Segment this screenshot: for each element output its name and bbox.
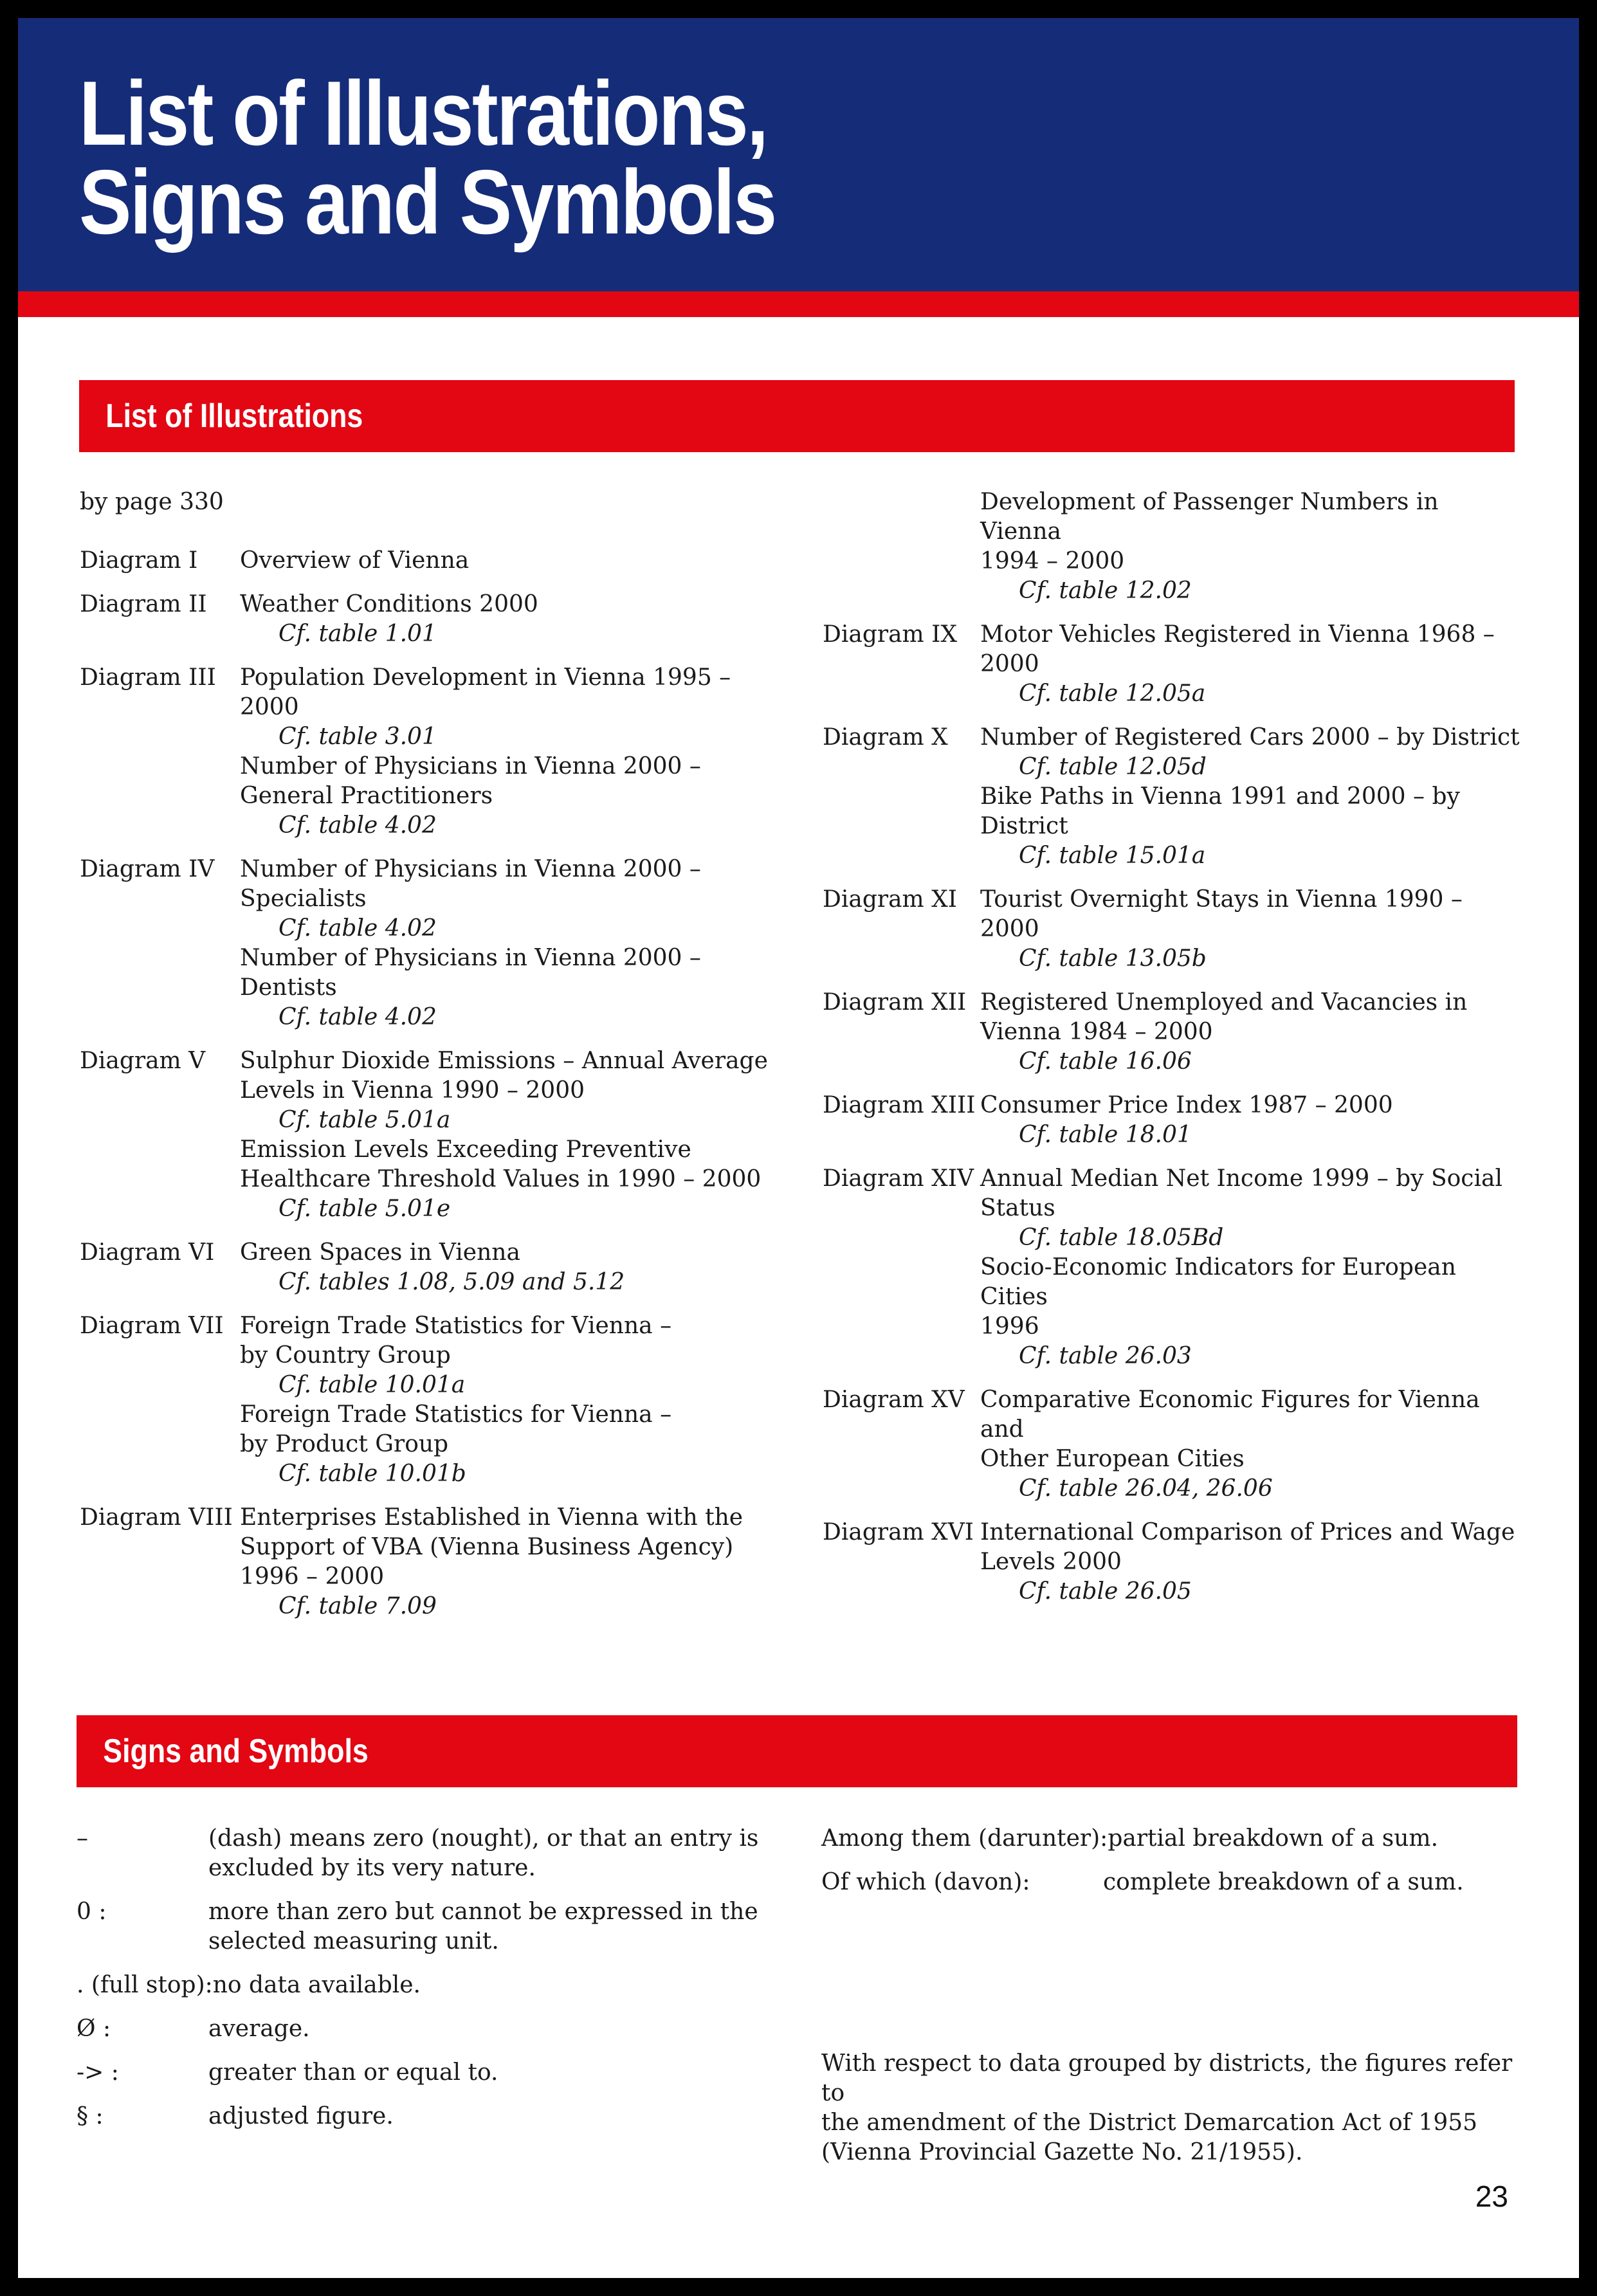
district-note-line: the amendment of the District Demarcation Act of 1955 [821, 2109, 1478, 2136]
table-reference: Cf. table 26.05 [1019, 1578, 1192, 1605]
symbol-description [208, 2102, 784, 2131]
diagram-title-line: Status [980, 1195, 1055, 1221]
symbol-entry [77, 1897, 784, 1956]
symbol-description-line: excluded by its very nature. [208, 1855, 536, 1881]
symbols-heading-bar [77, 1715, 1517, 1787]
diagram-items [980, 885, 1524, 974]
symbol-description-line: (dash) means zero (nought), or that an entry is [208, 1825, 759, 1852]
diagram-title-line: Number of Registered Cars 2000 – by District [980, 724, 1520, 751]
diagram-items [980, 620, 1524, 709]
diagram-title-line: Dentists [240, 974, 337, 1001]
diagram-entry [823, 1091, 1524, 1150]
diagram-items [980, 487, 1524, 606]
diagram-entry [80, 1503, 787, 1621]
page-title [79, 62, 776, 253]
diagram-items [980, 1164, 1524, 1371]
diagram-entry [823, 1164, 1524, 1371]
table-reference: Cf. table 18.05Bd [1019, 1225, 1224, 1251]
diagram-items [240, 590, 787, 649]
table-reference: Cf. table 10.01a [278, 1372, 466, 1398]
symbol-description [1108, 1824, 1529, 1854]
diagram-title-line: Sulphur Dioxide Emissions – Annual Average [240, 1048, 768, 1074]
symbol-entry [821, 1824, 1529, 1854]
table-reference: Cf. table 16.06 [1019, 1048, 1192, 1075]
diagram-items [240, 855, 787, 1032]
diagram-entry [80, 1238, 787, 1297]
diagram-entry [823, 885, 1524, 974]
district-note-line: (Vienna Provincial Gazette No. 21/1955). [821, 2139, 1303, 2165]
diagram-items [980, 1091, 1524, 1150]
table-reference: Cf. table 26.03 [1019, 1343, 1192, 1369]
symbol-description-line: more than zero but cannot be expressed in the [208, 1899, 758, 1925]
table-reference: Cf. table 5.01e [278, 1196, 451, 1222]
diagram-label [823, 487, 980, 606]
symbol-description [208, 1897, 784, 1956]
diagram-items [980, 723, 1524, 871]
symbol-entry [77, 2102, 784, 2131]
diagram-title-line: Population Development in Vienna 1995 – 2000 [240, 664, 731, 720]
diagram-label: Diagram I [80, 547, 198, 574]
diagram-items [240, 663, 787, 841]
symbol-entry [77, 2014, 784, 2044]
district-note-line: With respect to data grouped by districts, the figures refer to [821, 2050, 1513, 2106]
diagram-label: Diagram XI [823, 886, 957, 913]
symbol-description-line: adjusted figure. [208, 2103, 394, 2129]
diagram-entry [80, 590, 787, 649]
diagram-items [240, 1311, 787, 1489]
diagram-label: Diagram XIV [823, 1165, 974, 1192]
diagram-title-line: Healthcare Threshold Values in 1990 – 2000 [240, 1166, 762, 1192]
header-banner [18, 18, 1579, 291]
diagram-label: Diagram XIII [823, 1092, 976, 1118]
symbol-key: – [77, 1825, 88, 1852]
diagram-title-line: Annual Median Net Income 1999 – by Social [980, 1165, 1502, 1192]
diagram-title-line: 1994 – 2000 [980, 548, 1125, 574]
symbol-description-line: average. [208, 2016, 310, 2042]
diagram-title-line: Foreign Trade Statistics for Vienna – [240, 1313, 672, 1339]
symbol-description-line: no data available. [212, 1972, 421, 1998]
symbol-entry [77, 1971, 784, 2000]
header-red-stripe [18, 291, 1579, 317]
illustrations-right-list [823, 487, 1524, 1607]
table-reference: Cf. table 1.01 [278, 621, 437, 647]
illustrations-heading: List of Illustrations [105, 397, 363, 435]
table-reference: Cf. table 4.02 [278, 812, 437, 839]
diagram-items [980, 988, 1524, 1077]
diagram-label: Diagram II [80, 591, 207, 617]
symbol-description [1103, 1868, 1529, 1897]
diagram-label: Diagram VI [80, 1239, 215, 1266]
diagram-title-line: Emission Levels Exceeding Preventive [240, 1136, 691, 1163]
symbol-description-line: complete breakdown of a sum. [1103, 1869, 1464, 1895]
diagram-title-line: Motor Vehicles Registered in Vienna 1968 – 2000 [980, 621, 1495, 677]
diagram-title-line: Levels in Vienna 1990 – 2000 [240, 1077, 585, 1104]
diagram-title-line: by Product Group [240, 1431, 449, 1457]
symbol-key: Of which (davon): [821, 1869, 1030, 1895]
diagram-entry [80, 546, 787, 576]
diagram-title-line: Green Spaces in Vienna [240, 1239, 520, 1266]
symbol-key: Among them (darunter): [821, 1825, 1108, 1852]
illustrations-left-list [80, 546, 787, 1621]
table-reference: Cf. table 7.09 [278, 1593, 437, 1619]
page-title-line-2: Signs and Symbols [79, 151, 776, 253]
symbol-key: Ø : [77, 2016, 111, 2042]
diagram-label: Diagram XV [823, 1387, 965, 1413]
symbols-left-column [77, 1824, 784, 2146]
diagram-label: Diagram V [80, 1048, 206, 1074]
diagram-entry [823, 620, 1524, 709]
diagram-title-line: Enterprises Established in Vienna with the [240, 1504, 744, 1531]
table-reference: Cf. table 12.05a [1019, 680, 1206, 707]
symbol-description [208, 2058, 784, 2088]
diagram-entry [80, 1311, 787, 1489]
diagram-title-line: Tourist Overnight Stays in Vienna 1990 – 2000 [980, 886, 1463, 942]
diagram-title-line: 1996 [980, 1313, 1039, 1340]
diagram-title-line: by Country Group [240, 1342, 451, 1369]
diagram-title-line: Other European Cities [980, 1446, 1245, 1472]
diagram-title-line: Comparative Economic Figures for Vienna and [980, 1387, 1480, 1443]
symbol-entry [77, 1824, 784, 1883]
diagram-label: Diagram VIII [80, 1504, 233, 1531]
diagram-title-line: Support of VBA (Vienna Business Agency) [240, 1534, 734, 1560]
symbols-left-list [77, 1824, 784, 2131]
diagram-items [980, 1385, 1524, 1504]
illustrations-left-column [80, 487, 787, 1635]
table-reference: Cf. table 26.04, 26.06 [1019, 1475, 1273, 1502]
diagram-label: Diagram IV [80, 856, 215, 882]
diagram-title-line: Vienna 1984 – 2000 [980, 1019, 1213, 1045]
diagram-entry [823, 487, 1524, 606]
table-reference: Cf. table 12.05d [1019, 754, 1207, 780]
table-reference: Cf. table 13.05b [1019, 945, 1207, 972]
symbol-description-line: partial breakdown of a sum. [1108, 1825, 1439, 1852]
diagram-title-line: Number of Physicians in Vienna 2000 – [240, 753, 701, 779]
symbol-description [208, 2014, 784, 2044]
diagram-title-line: Registered Unemployed and Vacancies in [980, 989, 1468, 1016]
symbol-description-line: greater than or equal to. [208, 2059, 498, 2086]
symbol-key: -> : [77, 2059, 119, 2086]
diagram-label: Diagram IX [823, 621, 957, 648]
diagram-items [980, 1518, 1524, 1607]
table-reference: Cf. table 12.02 [1019, 578, 1192, 604]
page-number: 23 [1475, 2180, 1508, 2213]
diagram-entry [80, 1046, 787, 1224]
diagram-title-line: Socio-Economic Indicators for European Cities [980, 1254, 1456, 1310]
diagram-title-line: Consumer Price Index 1987 – 2000 [980, 1092, 1393, 1118]
table-reference: Cf. table 10.01b [278, 1461, 466, 1487]
illustrations-intro: by page 330 [80, 489, 224, 515]
table-reference: Cf. table 4.02 [278, 915, 437, 942]
diagram-entry [823, 1385, 1524, 1504]
diagram-items [240, 546, 787, 576]
symbol-key: § : [77, 2103, 104, 2129]
diagram-entry [80, 663, 787, 841]
symbol-description [208, 1824, 784, 1883]
diagram-title-line: Weather Conditions 2000 [240, 591, 538, 617]
diagram-title-line: Number of Physicians in Vienna 2000 – [240, 945, 701, 971]
diagram-label: Diagram III [80, 664, 216, 691]
symbol-description [213, 1971, 784, 2000]
illustrations-right-column [823, 487, 1524, 1621]
diagram-entry [823, 1518, 1524, 1607]
diagram-title-line: Bike Paths in Vienna 1991 and 2000 – by District [980, 783, 1460, 839]
diagram-title-line: Development of Passenger Numbers in Vienna [980, 489, 1439, 545]
diagram-entry [823, 723, 1524, 871]
diagram-title-line: Foreign Trade Statistics for Vienna – [240, 1401, 672, 1428]
diagram-title-line: Number of Physicians in Vienna 2000 – [240, 856, 701, 882]
diagram-items [240, 1238, 787, 1297]
diagram-title-line: Levels 2000 [980, 1549, 1122, 1575]
diagram-title-line: General Practitioners [240, 783, 493, 809]
diagram-entry [80, 855, 787, 1032]
symbol-description-line: selected measuring unit. [208, 1928, 499, 1954]
table-reference: Cf. table 15.01a [1019, 843, 1206, 869]
diagram-title-line: Overview of Vienna [240, 547, 470, 574]
diagram-label: Diagram XII [823, 989, 967, 1016]
illustrations-heading-bar [79, 380, 1515, 452]
table-reference: Cf. table 5.01a [278, 1107, 451, 1133]
table-reference: Cf. table 3.01 [278, 724, 437, 750]
table-reference: Cf. tables 1.08, 5.09 and 5.12 [278, 1269, 625, 1295]
symbol-key: . (full stop): [77, 1972, 213, 1998]
diagram-label: Diagram VII [80, 1313, 224, 1339]
symbol-key: 0 : [77, 1899, 107, 1925]
table-reference: Cf. table 18.01 [1019, 1122, 1192, 1148]
diagram-items [240, 1046, 787, 1224]
diagram-items [240, 1503, 787, 1621]
diagram-title-line: Specialists [240, 886, 367, 912]
symbol-entry [821, 1868, 1529, 1897]
diagram-entry [823, 988, 1524, 1077]
district-note [821, 2049, 1529, 2167]
diagram-title-line: 1996 – 2000 [240, 1563, 385, 1590]
page-title-line-1: List of Illustrations, [79, 62, 767, 165]
document-page [18, 18, 1579, 2278]
diagram-title-line: International Comparison of Prices and Wage [980, 1519, 1515, 1545]
diagram-label: Diagram XVI [823, 1519, 974, 1545]
symbol-entry [77, 2058, 784, 2088]
table-reference: Cf. table 4.02 [278, 1004, 437, 1030]
symbols-right-column [821, 1824, 1529, 1911]
diagram-label: Diagram X [823, 724, 948, 751]
symbols-right-list [821, 1824, 1529, 1897]
symbols-heading: Signs and Symbols [103, 1733, 369, 1770]
